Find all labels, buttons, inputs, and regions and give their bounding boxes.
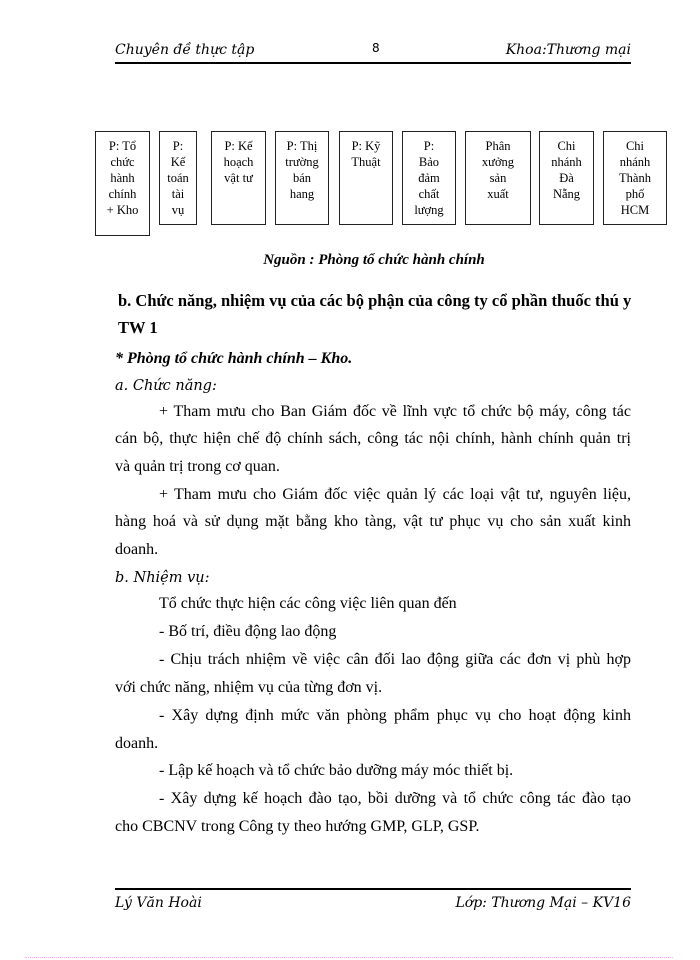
org-box-line: P: Thị (286, 139, 318, 153)
duty-line: doanh. (115, 735, 159, 752)
org-box-admin (95, 131, 150, 236)
org-box-workshop (465, 131, 531, 225)
org-box-line: tài (171, 187, 185, 201)
org-box-line: Nẵng (552, 187, 581, 201)
org-box-line: bán (292, 171, 312, 185)
org-box-line: hang (289, 187, 315, 201)
org-box-line: Phân (485, 139, 511, 153)
duty-line: với chức năng, nhiệm vụ của từng đơn vị. (115, 679, 383, 696)
author-name: Lý Văn Hoài (115, 895, 202, 911)
org-box-line: chính (108, 187, 137, 201)
org-box-line: hành (110, 171, 135, 185)
org-box-marketing (275, 131, 329, 225)
org-box-line: xuất (487, 187, 509, 201)
org-box-line: xưởng (481, 155, 515, 169)
org-box-line: P: (423, 139, 435, 153)
org-box-line: Chi (625, 139, 645, 153)
duty-line: - Xây dựng kế hoạch đào tạo, bồi dưỡng và tổ chức công tác đào tạo (159, 790, 631, 807)
function-paragraph-line: và quản trị trong cơ quan. (115, 458, 280, 475)
page-footer (115, 888, 631, 916)
org-box-line: Thành (619, 171, 651, 185)
duties-intro: Tổ chức thực hiện các công việc liên quan đến (159, 595, 457, 612)
org-box-line: nhánh (551, 155, 582, 169)
org-box-planning (211, 131, 266, 225)
org-box-line: Chi (557, 139, 576, 153)
functions-label: a. Chức năng: (115, 378, 217, 394)
org-box-line: hoạch (223, 155, 254, 169)
org-box-line: P: Kỹ (351, 139, 381, 153)
duties-label: b. Nhiệm vụ: (115, 570, 210, 586)
org-box-line: toán (167, 171, 189, 185)
class-name: Lớp: Thương Mại – KV16 (455, 895, 631, 911)
org-box-line: vật tư (224, 171, 253, 185)
header-faculty: Khoa:Thương mại (505, 42, 631, 58)
duty-line: - Lập kế hoạch và tổ chức bảo dưỡng máy móc thiết bị. (159, 762, 514, 779)
org-box-accounting (159, 131, 197, 225)
org-box-technical (339, 131, 393, 225)
page-header (115, 38, 631, 64)
org-box-line: sản (489, 171, 507, 185)
org-box-line: + Kho (106, 203, 139, 217)
org-box-branch-danang (539, 131, 594, 225)
org-box-line: Kế (170, 155, 186, 169)
org-box-line: P: Kế (224, 139, 253, 153)
org-box-line: lượng (414, 203, 444, 217)
org-box-line: HCM (620, 203, 650, 217)
org-box-line: P: Tổ (108, 139, 137, 153)
duty-line: - Chịu trách nhiệm về việc cân đối lao động giữa các đơn vị phù hợp (159, 651, 631, 668)
header-title: Chuyên đề thực tập (115, 42, 255, 58)
function-paragraph-line: + Tham mưu cho Ban Giám đốc về lĩnh vực tổ chức bộ máy, công tác (159, 403, 631, 420)
org-box-line: Thuật (351, 155, 381, 169)
function-paragraph-line: doanh. (115, 541, 159, 558)
org-box-branch-hcm (603, 131, 667, 225)
org-box-line: chất (418, 187, 440, 201)
org-box-line: Bảo (418, 155, 440, 169)
org-box-quality (402, 131, 456, 225)
chart-source-caption: Nguồn : Phòng tổ chức hành chính (263, 252, 485, 268)
org-box-line: chức (110, 155, 135, 169)
org-box-line: P: (172, 139, 184, 153)
org-box-line: đảm (418, 171, 440, 185)
duty-line: cho CBCNV trong Công ty theo hướng GMP, GLP, GSP. (115, 818, 480, 835)
function-paragraph-line: hàng hoá và sử dụng mặt bằng kho tàng, vật tư phục vụ cho sản xuất kinh (115, 513, 631, 530)
page-boundary-divider (25, 957, 673, 958)
function-paragraph-line: + Tham mưu cho Giám đốc việc quản lý các loại vật tư, nguyên liệu, (159, 486, 631, 503)
department-title: * Phòng tổ chức hành chính – Kho. (115, 350, 353, 367)
org-box-line: trường (285, 155, 319, 169)
duty-line: - Xây dựng định mức văn phòng phẩm phục vụ cho hoạt động kinh (159, 707, 631, 724)
duty-line: - Bố trí, điều động lao động (159, 623, 337, 640)
org-box-line: nhánh (619, 155, 651, 169)
function-paragraph-line: cán bộ, thực hiện chế độ chính sách, công tác nội chính, hành chính quản trị (115, 430, 631, 447)
section-heading: b. Chức năng, nhiệm vụ của các bộ phận của công ty cổ phần thuốc thú y TW 1 (118, 291, 632, 337)
org-box-line: phố (625, 187, 645, 201)
org-box-line: Đà (559, 171, 574, 185)
org-box-line: vụ (171, 203, 185, 217)
page-number: 8 (372, 41, 380, 55)
